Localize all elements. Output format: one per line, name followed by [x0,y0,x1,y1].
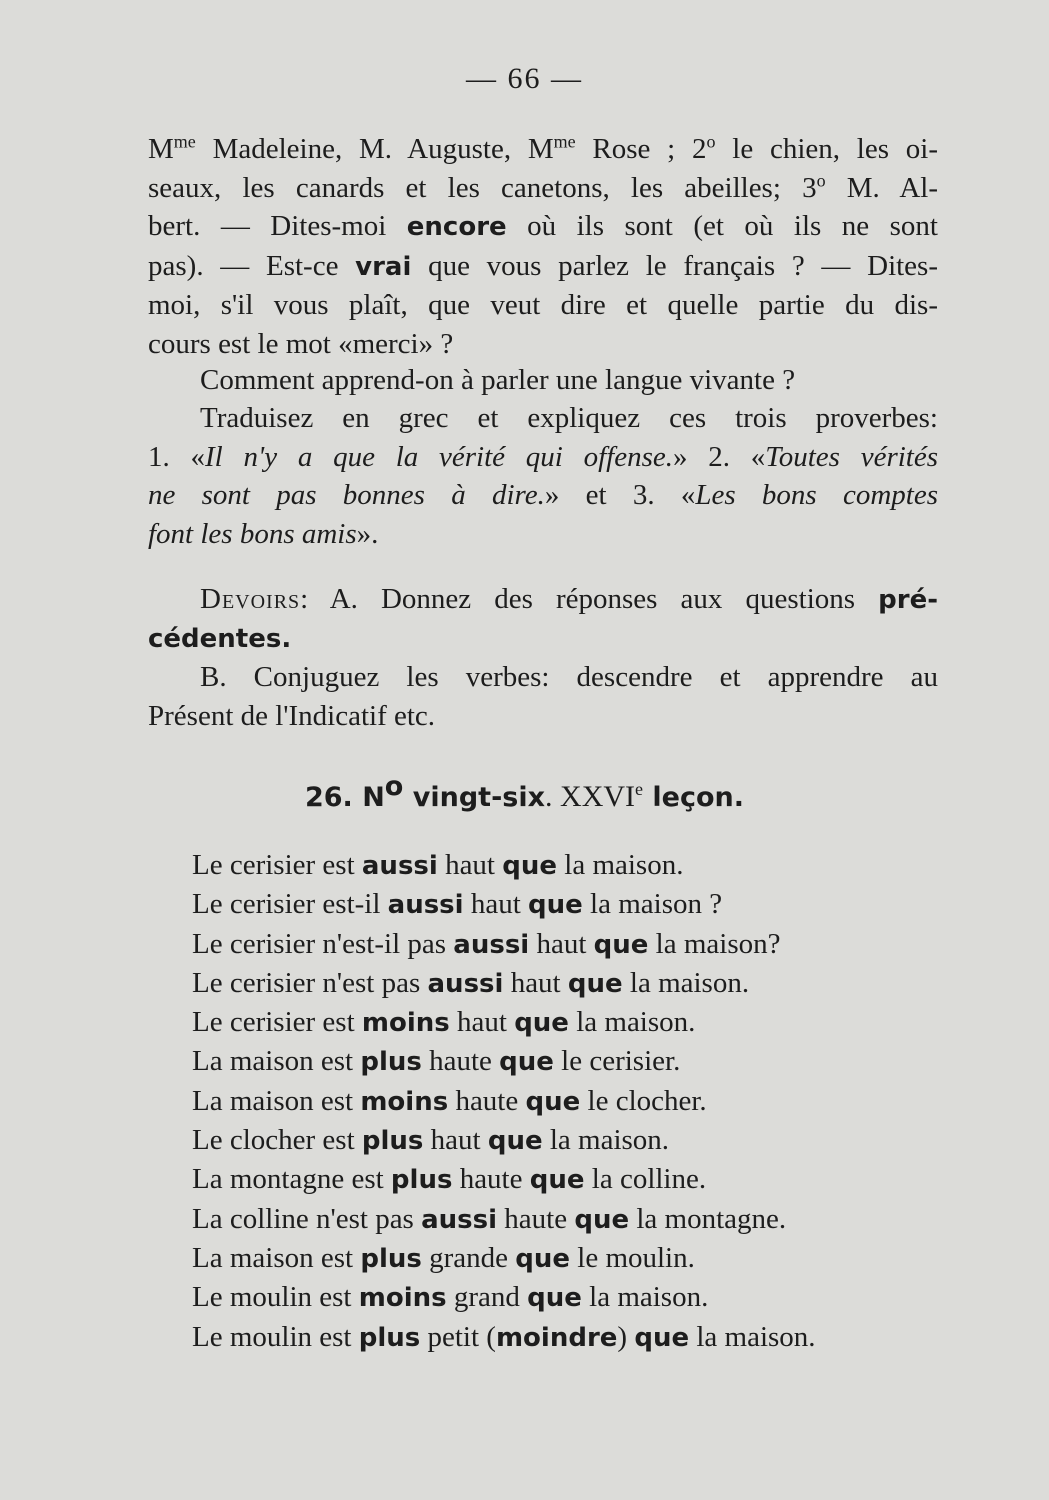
drill-sentence: Le cerisier n'est-il pas aussi haut que la maison? [192,927,781,960]
text-line: ne sont pas bonnes à dire.» et 3. «Les bons comptes [148,479,938,511]
drill-sentences [192,846,912,1357]
lesson-heading: 26. $N^o$ vingt-six. XXVIe leçon. [304,771,745,813]
text-line: bert. — Dites-moi encore où ils sont (et où ils ne sont [148,210,938,242]
text-line: moi, s'il vous plaît, que veut dire et quelle partie du dis- [148,289,938,321]
text-line: $M^{me}$ Madeleine, M. Auguste, $M^{me}$ Rose ; 2$^o$ le chien, les oi- [148,131,938,165]
text-line: Présent de l'Indicatif etc. [148,699,436,732]
drill-sentence: Le moulin est moins grand que la maison. [192,1281,709,1314]
text-line: Traduisez en grec et expliquez ces trois proverbes: [200,402,938,434]
drill-sentence: Le cerisier n'est pas aussi haut que la maison. [192,966,750,999]
drill-sentence: Le cerisier est aussi haut que la maison. [192,849,684,881]
paragraph-devoirs [148,580,938,735]
paragraph-questions [148,130,938,363]
devoirs-label: Devoirs [200,583,301,615]
drill-sentence: La colline n'est pas aussi haute que la montagne. [192,1202,787,1235]
drill-sentence: La montagne est plus haute que la colline. [192,1163,707,1196]
text-line: 1. «Il n'y a que la vérité qui offense.» 2. «Toutes vérités [148,440,939,473]
paragraph-proverbs [148,399,938,553]
text-line: seaux, les canards et les canetons, les abeilles; 3$^o$ M. Al- [148,169,939,204]
text-line: cours est le mot «merci» ? [148,327,454,360]
text-line: pas). — Est-ce vrai que vous parlez le français ? — Dites- [148,249,938,282]
drill-sentence: La maison est moins haute que le clocher. [192,1084,707,1117]
page-number: — 66 — [466,62,583,95]
text-line: cédentes. [148,623,292,654]
text-line: font les bons amis». [148,517,379,550]
drill-sentence: Le cerisier est-il aussi haut que la maison ? [192,888,723,921]
drill-sentence: La maison est plus grande que le moulin. [192,1241,695,1274]
text-line: B. Conjuguez les verbes: descendre et apprendre au [200,661,938,693]
drill-sentence: Le cerisier est moins haut que la maison. [192,1006,696,1039]
paragraph-question: Comment apprend-on à parler une langue vivante ? [200,364,796,396]
drill-sentence: Le clocher est plus haut que la maison. [192,1124,670,1157]
drill-sentence: Le moulin est plus petit (moindre) que la maison. [192,1320,816,1353]
drill-sentence: La maison est plus haute que le cerisier. [192,1045,681,1078]
text-line: Devoirs: A. Donnez des réponses aux questions pré- [200,583,938,615]
